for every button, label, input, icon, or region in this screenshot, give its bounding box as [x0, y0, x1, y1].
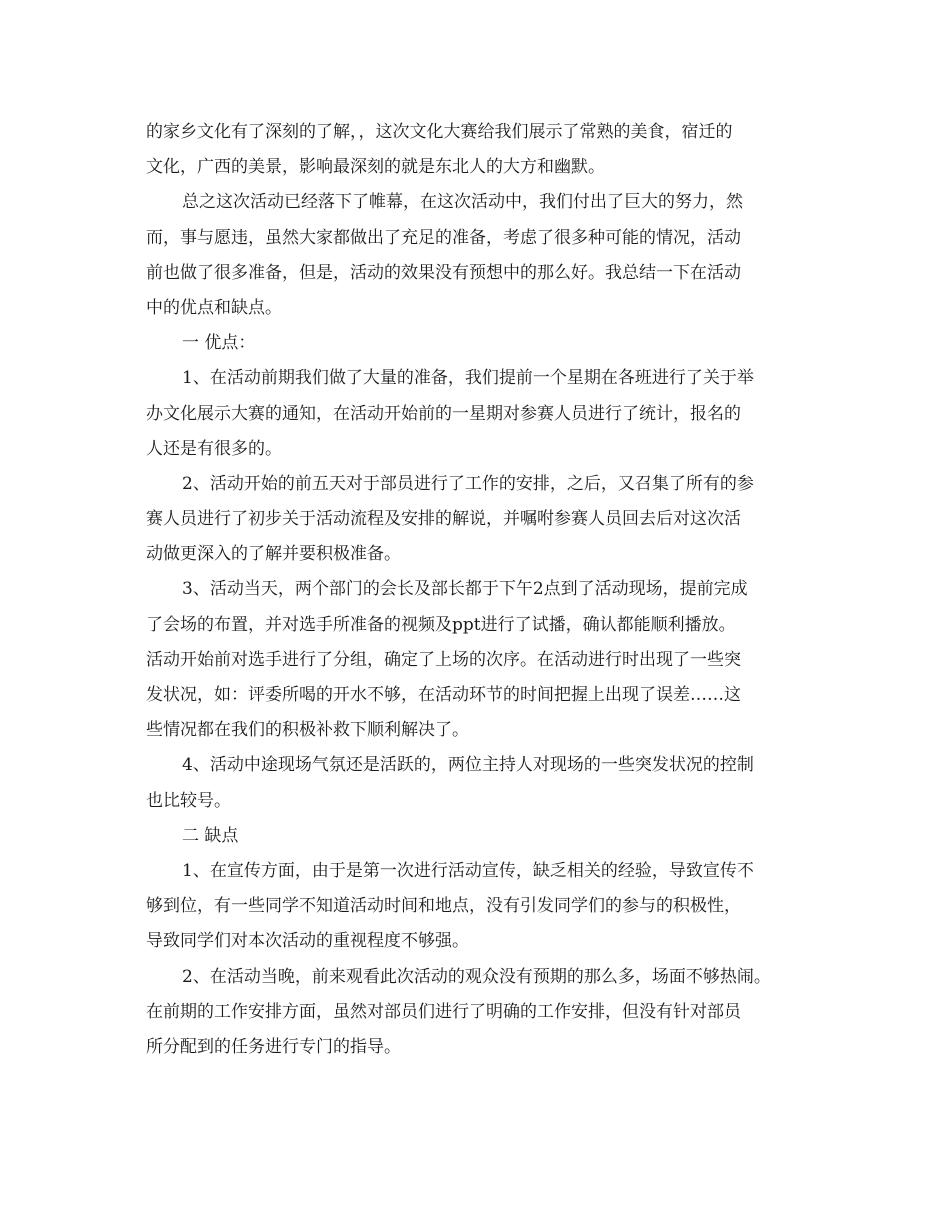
text-line: 发状况，如：评委所喝的开水不够，在活动环节的时间把握上出现了误差……这	[146, 685, 741, 705]
text-line: 了会场的布置，并对选手所准备的视频及ppt进行了试播，确认都能顺利播放。	[146, 614, 736, 635]
text-line: 导致同学们对本次活动的重视程度不够强。	[146, 931, 469, 952]
text-line: 活动开始前对选手进行了分组，确定了上场的次序。在活动进行时出现了一些突	[146, 649, 741, 670]
text-line: 人还是有很多的。	[146, 438, 282, 459]
text-line: 赛人员进行了初步关于活动流程及安排的解说，并嘱咐参赛人员回去后对这次活	[146, 509, 741, 530]
text-line: 在前期的工作安排方面，虽然对部员们进行了明确的工作安排，但没有针对部员	[146, 1001, 741, 1022]
text-line: 而，事与愿违，虽然大家都做出了充足的准备，考虑了很多种可能的情况，活动	[146, 227, 741, 248]
text-line: 些情况都在我们的积极补救下顺利解决了。	[146, 720, 469, 741]
text-line: 3、活动当天，两个部门的会长及部长都于下午2点到了活动现场，提前完成	[182, 579, 748, 600]
text-line: 办文化展示大赛的通知，在活动开始前的一星期对参赛人员进行了统计，报名的	[146, 403, 741, 424]
text-line: 中的优点和缺点。	[146, 297, 282, 318]
text-line: 2、活动开始的前五天对于部员进行了工作的安排，之后，又召集了所有的参	[182, 473, 754, 494]
text-line: 文化，广西的美景，影响最深刻的就是东北人的大方和幽默。	[146, 157, 605, 178]
text-line: 总之这次活动已经落下了帷幕，在这次活动中，我们付出了巨大的努力，然	[182, 192, 743, 213]
document-body	[146, 115, 826, 1065]
text-line: 的家乡文化有了深刻的了解，，这次文化大赛给我们展示了常熟的美食，宿迁的	[146, 122, 733, 142]
text-line: 够到位，有一些同学不知道活动时间和地点，没有引发同学们的参与的积极性，	[146, 896, 741, 917]
text-line: 前也做了很多准备，但是，活动的效果没有预想中的那么好。我总结一下在活动	[146, 262, 741, 283]
text-line: 4、活动中途现场气氛还是活跃的，两位主持人对现场的一些突发状况的控制	[182, 755, 754, 776]
text-line: 一 优点：	[182, 333, 256, 354]
text-line: 2、在活动当晚，前来观看此次活动的观众没有预期的那么多，场面不够热闹。	[182, 966, 771, 987]
text-line: 动做更深入的了解并要积极准备。	[146, 544, 401, 565]
text-line: 1、在宣传方面，由于是第一次进行活动宣传，缺乏相关的经验，导致宣传不	[182, 860, 754, 881]
text-line: 二 缺点	[182, 825, 239, 846]
text-line: 所分配到的任务进行专门的指导。	[146, 1036, 401, 1057]
text-line: 1、在活动前期我们做了大量的准备，我们提前一个星期在各班进行了关于举	[182, 368, 754, 389]
text-line: 也比较号。	[146, 790, 231, 811]
